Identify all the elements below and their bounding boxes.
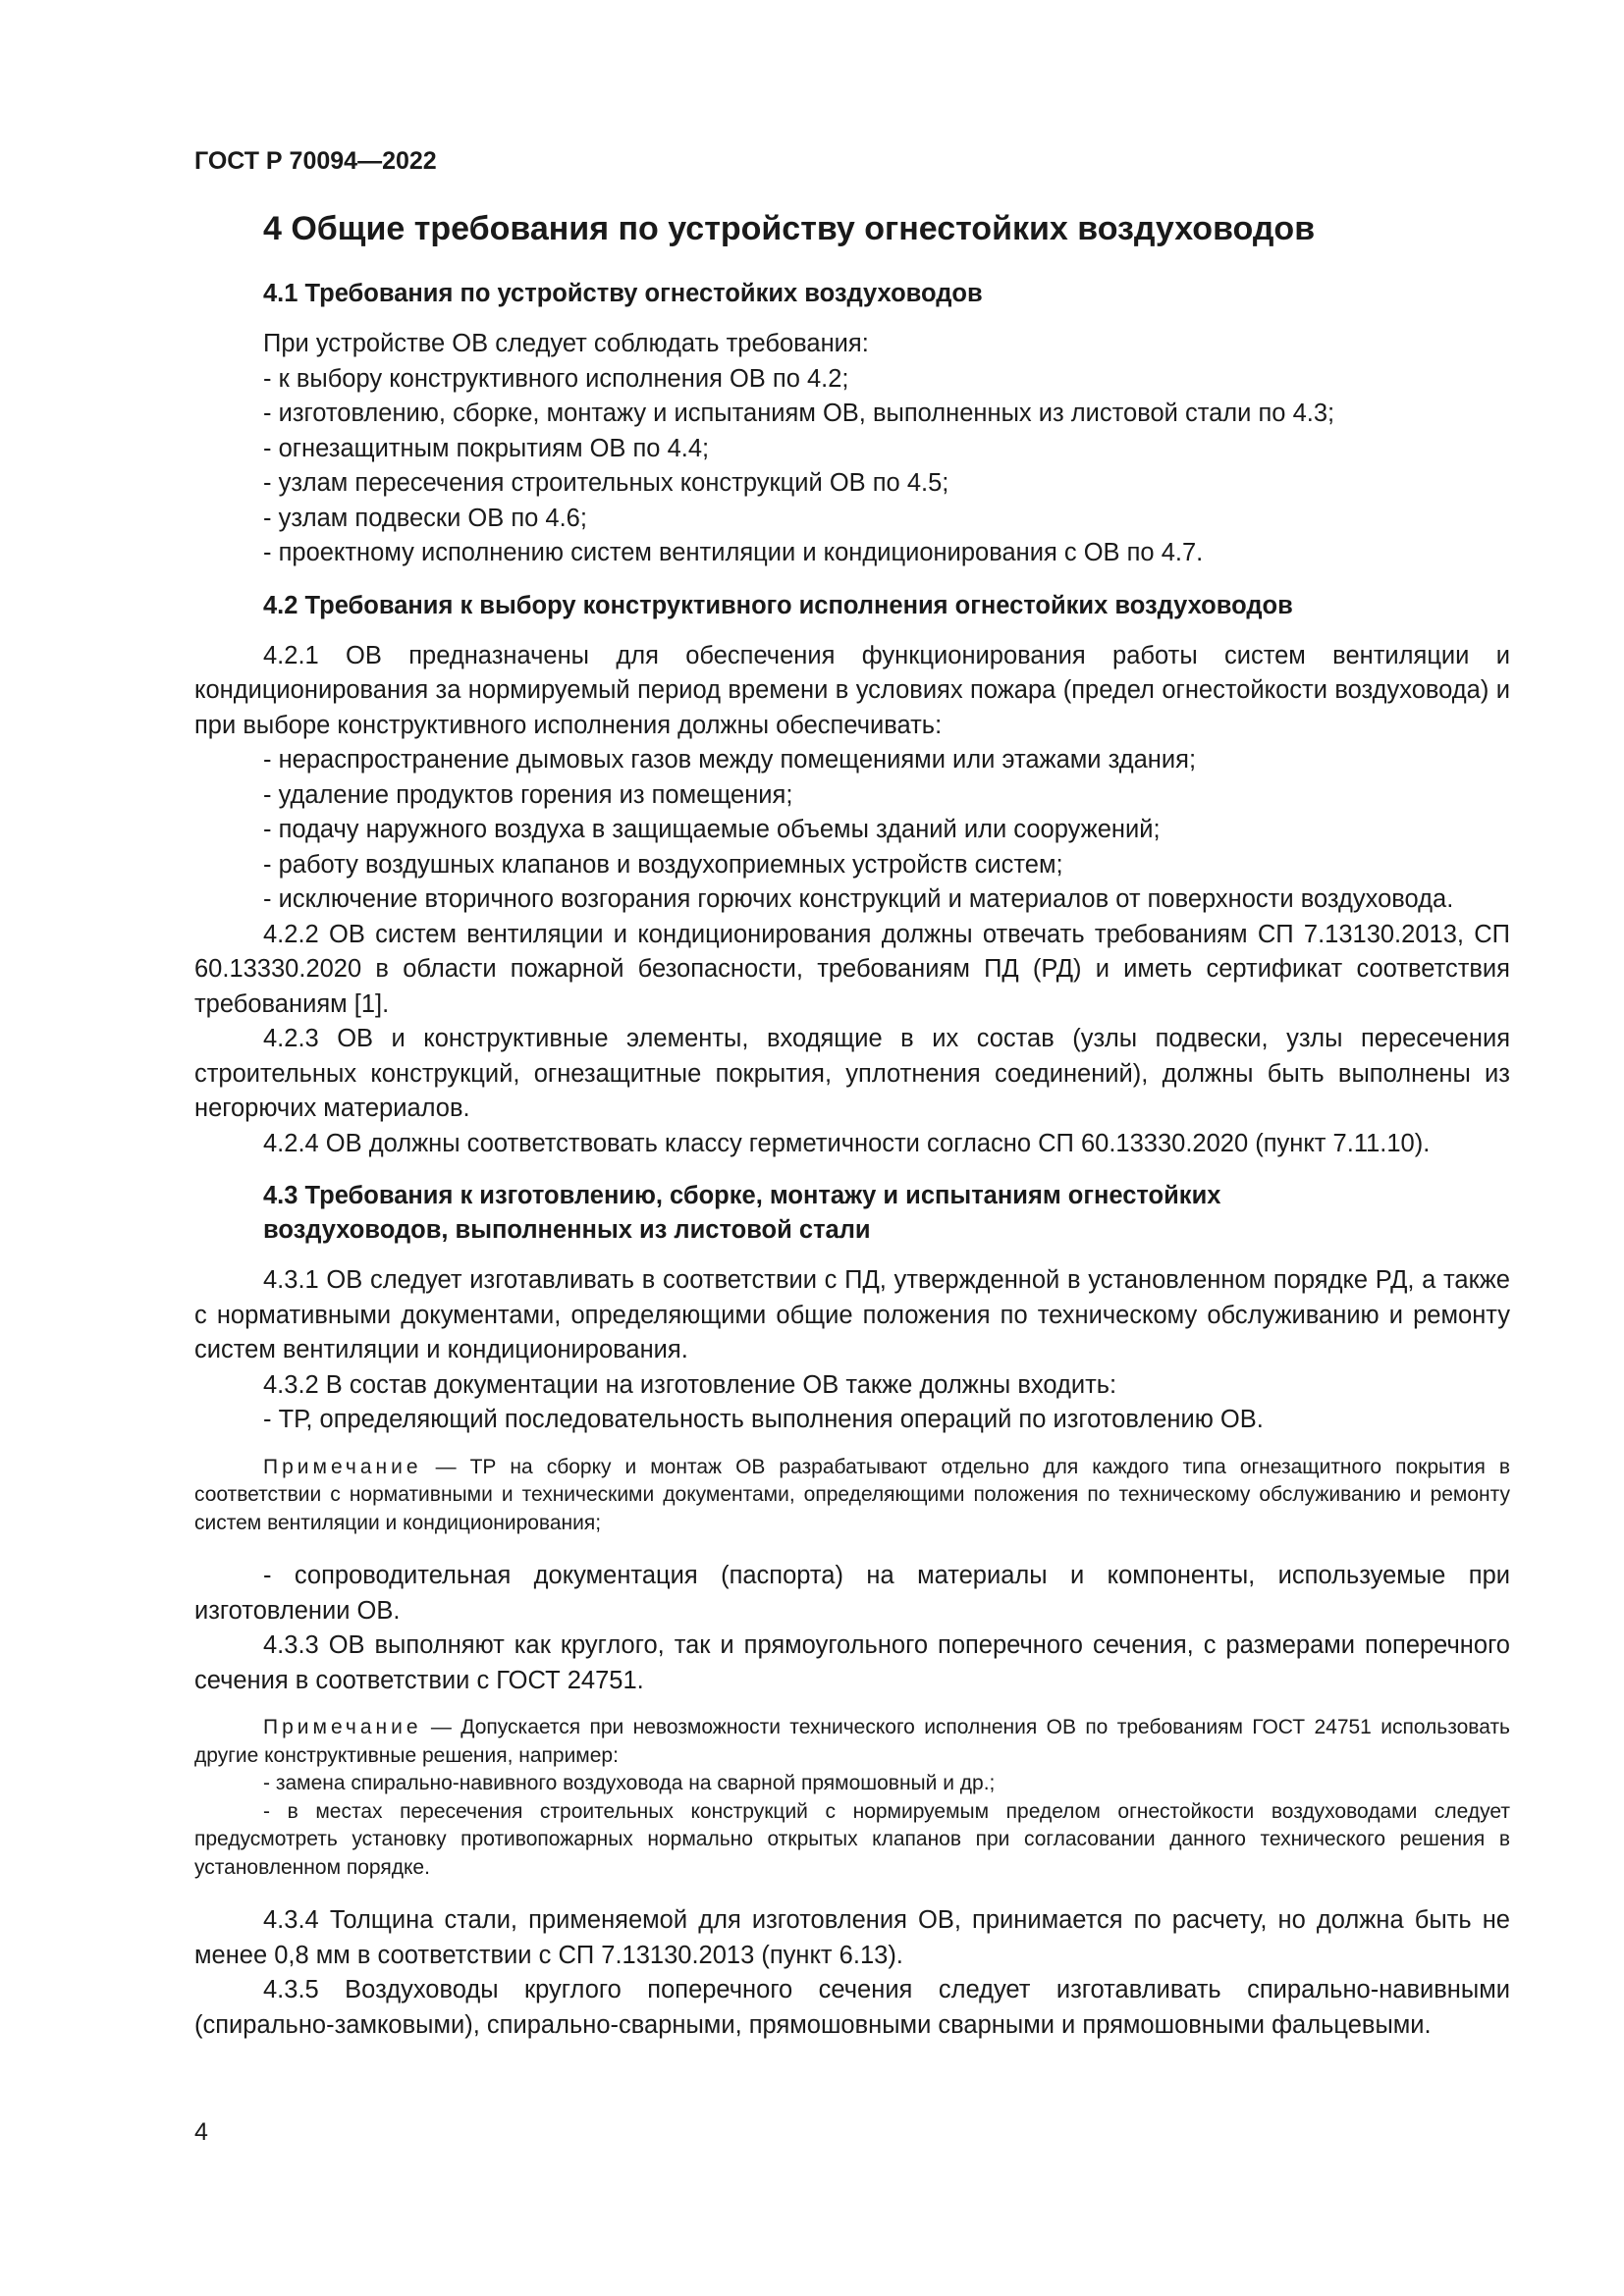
list-item: - проектному исполнению систем вентиляции и кондиционирования с ОВ по 4.7. [263, 539, 1204, 566]
note-2-item: - замена спирально-навивного воздуховода на сварной прямошовный и др.; [263, 1772, 996, 1794]
list-item: - изготовлению, сборке, монтажу и испытаниям ОВ, выполненных из листовой стали по 4.3; [263, 400, 1335, 427]
note-2-item: - в местах пересечения строительных конструкций с нормируемым пределом огнестойкости воздуховодами следует предусмотреть установку противопожарных нормально открытых клапанов при согласовании данного технического решения в установленном порядке. [194, 1799, 1510, 1879]
list-item: - нераспространение дымовых газов между помещениями или этажами здания; [263, 746, 1197, 774]
section-4-1-title: 4.1 Требования по устройству огнестойких воздуховодов [263, 280, 983, 307]
list-item: - исключение вторичного возгорания горючих конструкций и материалов от поверхности воздуховода. [263, 885, 1454, 913]
section-4-3-title-line1: 4.3 Требования к изготовлению, сборке, монтажу и испытаниям огнестойких [263, 1182, 1221, 1209]
document-body [194, 206, 1510, 2043]
paragraph-4-2-2: 4.2.2 ОВ систем вентиляции и кондиционирования должны отвечать требованиям СП 7.13130.2013, СП 60.13330.2020 в области пожарной безопасности, требованиям ПД (РД) и иметь сертификат соответствия требованиям [1]. [194, 920, 1510, 1018]
paragraph-4-3-1: 4.3.1 ОВ следует изготавливать в соответствии с ПД, утвержденной в установленном порядке РД, а также с нормативными документами, определяющими общие положения по техническому обслуживанию и ремонту систем вентиляции и кондиционирования. [194, 1266, 1510, 1363]
section-4-3-title [263, 1179, 1510, 1248]
paragraph-4-2-3: 4.2.3 ОВ и конструктивные элементы, входящие в их состав (узлы подвески, узлы пересечения строительных конструкций, огнезащитные покрытия, уплотнения соединений), должны быть выполнены из негорючих материалов. [194, 1025, 1510, 1122]
paragraph-4-3-4: 4.3.4 Толщина стали, применяемой для изготовления ОВ, принимается по расчету, но должна быть не менее 0,8 мм в соответствии с СП 7.13130.2013 (пункт 6.13). [194, 1906, 1510, 1969]
list-item: - ТР, определяющий последовательность выполнения операций по изготовлению ОВ. [263, 1406, 1264, 1433]
note-2-label: Примечание [263, 1716, 422, 1738]
list-item: - огнезащитным покрытиям ОВ по 4.4; [263, 434, 710, 462]
list-item: - узлам подвески ОВ по 4.6; [263, 504, 587, 532]
note-1-text: — ТР на сборку и монтаж ОВ разрабатывают отдельно для каждого типа огнезащитного покрытия в соответствии с нормативными и техническими документами, определяющими положения по техническому обслуживанию и ремонту систем вентиляции и кондиционирования; [194, 1455, 1510, 1534]
paragraph-4-2-1: 4.2.1 ОВ предназначены для обеспечения функционирования работы систем вентиляции и кондиционирования за нормируемый период времени в условиях пожара (предел огнестойкости воздуховода) и при выборе конструктивного исполнения должны обеспечивать: [194, 641, 1510, 739]
list-item: - к выбору конструктивного исполнения ОВ по 4.2; [263, 364, 849, 393]
list-item: - подачу наружного воздуха в защищаемые объемы зданий или сооружений; [263, 816, 1161, 843]
paragraph-4-3-3: 4.3.3 ОВ выполняют как круглого, так и прямоугольного поперечного сечения, с размерами поперечного сечения в соответствии с ГОСТ 24751. [194, 1631, 1510, 1694]
section-4-3-title-line2: воздуховодов, выполненных из листовой стали [263, 1216, 871, 1244]
section-4-2 [194, 589, 1510, 1162]
paragraph-4-3-2: 4.3.2 В состав документации на изготовление ОВ также должны входить: [263, 1370, 1117, 1399]
note-2-text: — Допускается при невозможности технического исполнения ОВ по требованиям ГОСТ 24751 использовать другие конструктивные решения, например: [194, 1716, 1510, 1767]
section-4-1 [194, 277, 1510, 571]
section-4-3 [194, 1179, 1510, 2043]
section-4-title: 4 Общие требования по устройству огнестойких воздуховодов [263, 210, 1316, 247]
list-item: - удаление продуктов горения из помещения; [263, 780, 793, 809]
page-number: 4 [194, 2118, 208, 2146]
section-4-1-intro: При устройстве ОВ следует соблюдать требования: [263, 330, 869, 357]
list-item: - работу воздушных клапанов и воздухоприемных устройств систем; [263, 850, 1063, 879]
list-item: - узлам пересечения строительных конструкций ОВ по 4.5; [263, 469, 949, 497]
section-4-2-title: 4.2 Требования к выбору конструктивного исполнения огнестойких воздуховодов [263, 591, 1293, 619]
paragraph-4-3-5: 4.3.5 Воздуховоды круглого поперечного сечения следует изготавливать спирально-навивными (спирально-замковыми), спирально-сварными, прямошовными сварными и прямошовными фальцевыми. [194, 1976, 1510, 2039]
note-2 [194, 1714, 1510, 1882]
list-item: - сопроводительная документация (паспорта) на материалы и компоненты, используемые при изготовлении ОВ. [194, 1562, 1510, 1625]
note-1 [194, 1454, 1510, 1538]
paragraph-4-2-4: 4.2.4 ОВ должны соответствовать классу герметичности согласно СП 60.13330.2020 (пункт 7.11.10). [263, 1129, 1431, 1157]
document-header: ГОСТ Р 70094—2022 [194, 147, 437, 175]
note-1-label: Примечание [263, 1455, 422, 1478]
